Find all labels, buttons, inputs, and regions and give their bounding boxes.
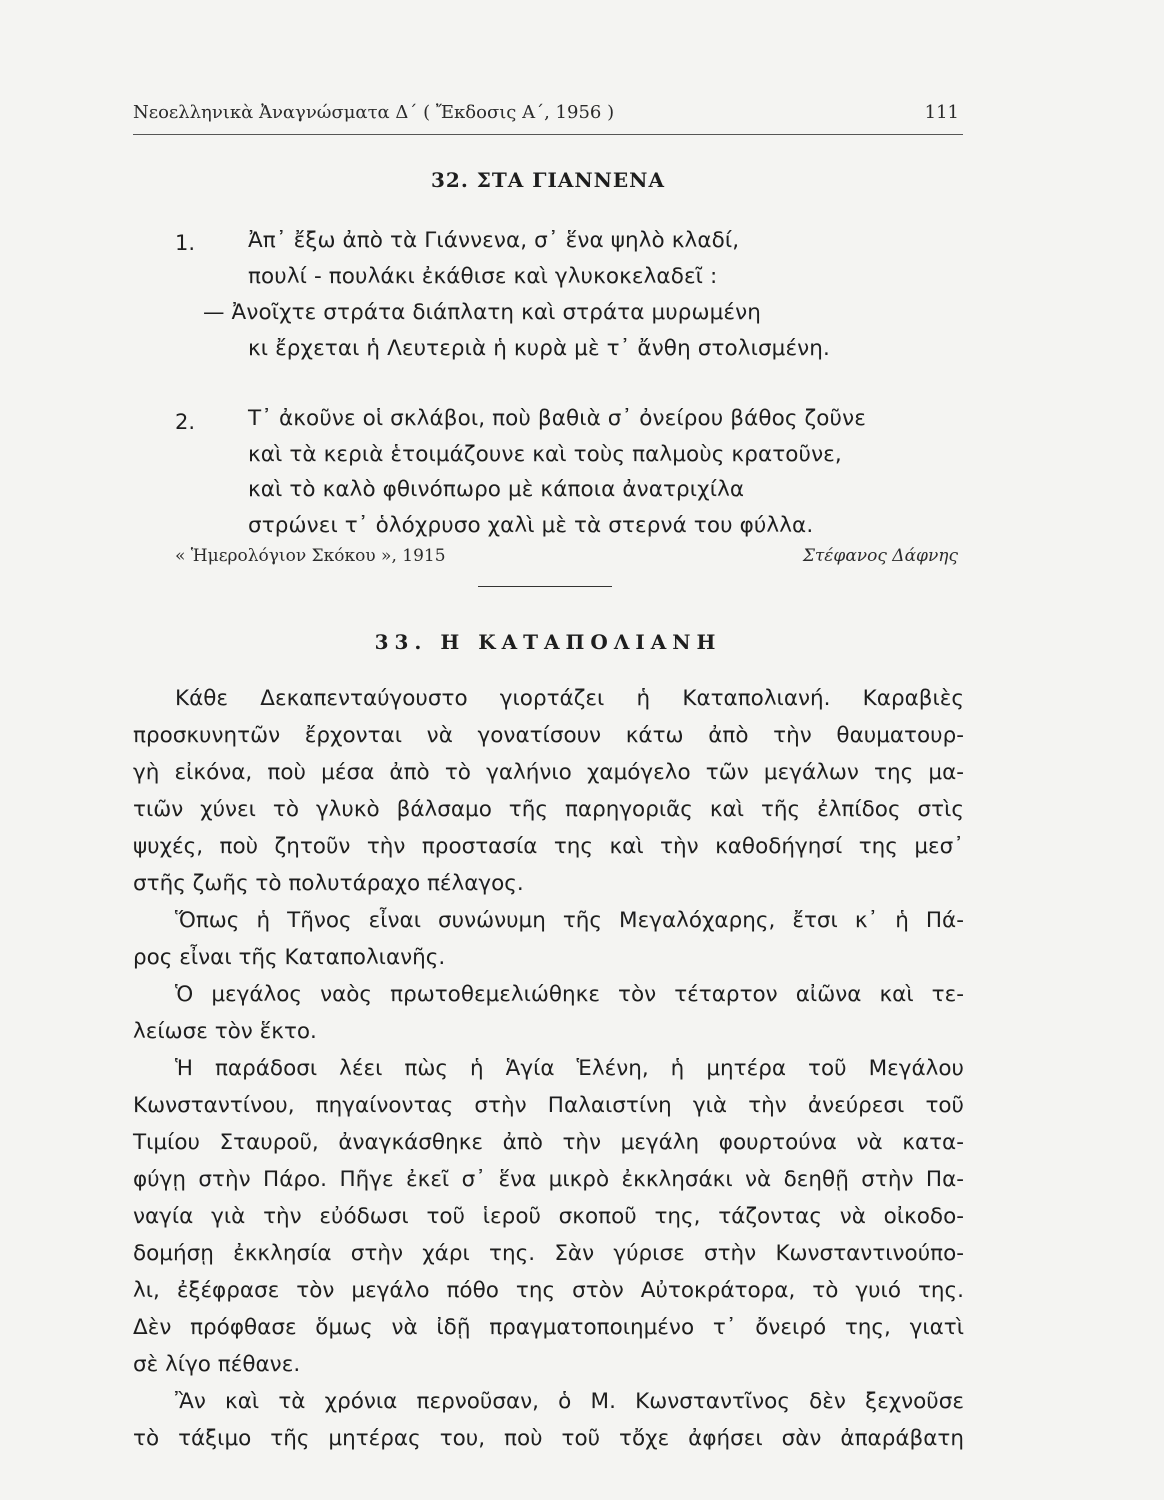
verse-line: καὶ τὸ καλὸ φθινόπωρο μὲ κάποια ἀνατριχίλα xyxy=(248,477,745,502)
page-number: 111 xyxy=(924,102,959,123)
prose-line: τὸ τάξιμο τῆς μητέρας του, ποὺ τοῦ τὄχε ἀφήσει σὰν ἀπαράβατη xyxy=(133,1426,964,1451)
prose-line: φύγῃ στὴν Πάρο. Πῆγε ἐκεῖ σ᾿ ἕνα μικρὸ ἐκκλησάκι νὰ δεηθῇ στὴν Πα- xyxy=(133,1167,964,1192)
poem-author: Στέφανος Δάφνης xyxy=(802,546,958,566)
prose-line: σὲ λίγο πέθανε. xyxy=(133,1352,301,1377)
verse-line: στρώνει τ᾿ ὁλόχρυσο χαλὶ μὲ τὰ στερνά του φύλλα. xyxy=(248,513,814,538)
prose-line: προσκυνητῶν ἔρχονται νὰ γονατίσουν κάτω ἀπὸ τὴν θαυματουρ- xyxy=(133,723,964,748)
prose-line: λείωσε τὸν ἕκτο. xyxy=(133,1019,317,1044)
prose-line: Ὁ μεγάλος ναὸς πρωτοθεμελιώθηκε τὸν τέταρτον αἰῶνα καὶ τε- xyxy=(175,982,964,1007)
stanza-number: 1. xyxy=(175,231,196,255)
prose-line: Κάθε Δεκαπενταύγουστο γιορτάζει ἡ Καταπολιανή. Καραβιὲς xyxy=(175,686,964,711)
prose-line: Τιμίου Σταυροῦ, ἀναγκάσθηκε ἀπὸ τὴν μεγάλη φουρτούνα νὰ κατα- xyxy=(133,1130,964,1155)
poem-heading: 32. ΣΤΑ ΓΙΑΝΝΕΝΑ xyxy=(431,168,665,192)
prose-line: Ἂν καὶ τὰ χρόνια περνοῦσαν, ὁ Μ. Κωνσταντῖνος δὲν ξεχνοῦσε xyxy=(175,1389,964,1414)
prose-line: Ὅπως ἡ Τῆνος εἶναι συνώνυμη τῆς Μεγαλόχαρης, ἔτσι κ᾿ ἡ Πά- xyxy=(175,908,964,933)
prose-line: Ἡ παράδοσι λέει πὼς ἡ Ἁγία Ἑλένη, ἡ μητέρα τοῦ Μεγάλου xyxy=(175,1056,964,1081)
section-divider xyxy=(478,586,612,587)
verse-line: Τ᾿ ἀκοῦνε οἱ σκλάβοι, ποὺ βαθιὰ σ᾿ ὀνείρου βάθος ζοῦνε xyxy=(248,406,866,431)
prose-line: δομήσῃ ἐκκλησία στὴν χάρι της. Σὰν γύρισε στὴν Κωνσταντινούπο- xyxy=(133,1241,964,1266)
prose-line: ναγία γιὰ τὴν εὐόδωσι τοῦ ἱεροῦ σκοποῦ της, τάζοντας νὰ οἰκοδο- xyxy=(133,1204,964,1229)
prose-line: Δὲν πρόφθασε ὅμως νὰ ἰδῇ πραγματοποιημένο τ᾿ ὄνειρό της, γιατὶ xyxy=(133,1315,964,1340)
poem-source: « Ἡμερολόγιον Σκόκου », 1915 xyxy=(175,546,446,566)
running-header-title: Νεοελληνικὰ Ἀναγνώσματα Δ΄ ( Ἔκδοσις Α΄, 1956 ) xyxy=(133,102,615,123)
verse-line: κι ἔρχεται ἡ Λευτεριὰ ἡ κυρὰ μὲ τ᾿ ἄνθη στολισμένη. xyxy=(248,336,830,361)
prose-line: στῆς ζωῆς τὸ πολυτάραχο πέλαγος. xyxy=(133,871,524,896)
running-header xyxy=(133,98,963,135)
prose-line: γὴ εἰκόνα, ποὺ μέσα ἀπὸ τὸ γαλήνιο χαμόγελο τῶν μεγάλων της μα- xyxy=(133,760,964,785)
verse-line: Ἀπ᾿ ἔξω ἀπὸ τὰ Γιάννενα, σ᾿ ἕνα ψηλὸ κλαδί, xyxy=(248,228,740,253)
verse-line: — Ἀνοῖχτε στράτα διάπλατη καὶ στράτα μυρωμένη xyxy=(203,300,761,325)
verse-line: πουλί - πουλάκι ἐκάθισε καὶ γλυκοκελαδεῖ : xyxy=(248,264,718,289)
prose-line: ρος εἶναι τῆς Καταπολιανῆς. xyxy=(133,945,446,970)
verse-line: καὶ τὰ κεριὰ ἑτοιμάζουνε καὶ τοὺς παλμοὺς κρατοῦνε, xyxy=(248,442,842,467)
prose-line: λι, ἐξέφρασε τὸν μεγάλο πόθο της στὸν Αὐτοκράτορα, τὸ γυιό της. xyxy=(133,1278,964,1303)
prose-line: Κωνσταντίνου, πηγαίνοντας στὴν Παλαιστίνη γιὰ τὴν ἀνεύρεσι τοῦ xyxy=(133,1093,964,1118)
prose-heading: 33. Η ΚΑΤΑΠΟΛΙΑΝΗ xyxy=(374,630,722,654)
prose-line: τιῶν χύνει τὸ γλυκὸ βάλσαμο τῆς παρηγοριᾶς καὶ τῆς ἐλπίδος στὶς xyxy=(133,797,964,822)
prose-line: ψυχές, ποὺ ζητοῦν τὴν προστασία της καὶ τὴν καθοδήγησί της μεσ᾿ xyxy=(133,834,964,859)
stanza-number: 2. xyxy=(175,410,196,434)
